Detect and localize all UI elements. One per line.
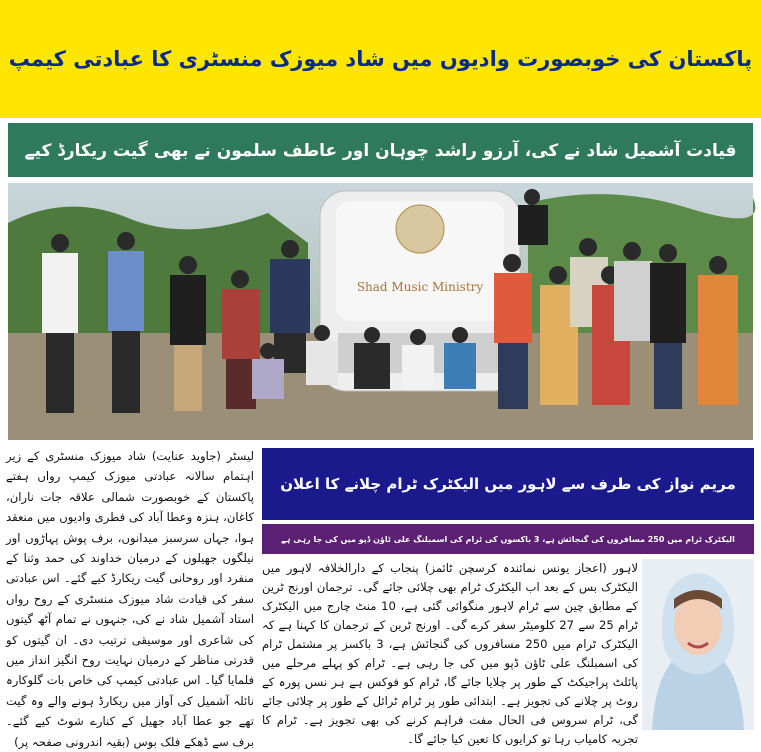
van-logo-text: Shad Music Ministry: [356, 280, 484, 294]
main-headline-banner: [0, 0, 761, 118]
subheadline-banner: [8, 123, 753, 177]
tram-strap: الیکٹرک ٹرام میں 250 مسافروں کی گنجائش ہے، 3 باکسوں کی ٹرام کی اسمبلنگ علی ٹاؤن ڈپو میں کی جا رہی ہے: [281, 534, 735, 544]
tram-headline: مریم نواز کی طرف سے لاہور میں الیکٹرک ٹرام چلانے کا اعلان: [280, 475, 736, 493]
left-article-text: لیسٹر (جاوید عنایت) شاد میوزک منسٹری کے زیر اہتمام سالانہ عبادتی میوزک کیمپ رواں ہفتے پاکستان کے خوبصورت شمالی علاقہ جات ناران، کاغان، ہنزہ وعطا آباد کی فطری وادیوں میں منعقد ہوا، جہاں سرسبز میدانوں، برف پوش پہاڑوں اور نیلگوں جھیلوں کے درمیان خداوند کی حمد وثنا کے منفرد اور روحانی گیت ریکارڈ کیے گئے۔ اس عبادتی سفر کی قیادت شاد میوزک منسٹری کے روح رواں استاد آشمیل شاد نے کی، جنہوں نے تمام آٹھ گیتوں کی شاعری اور موسیقی ترتیب دی۔ ان گیتوں کو قدرتی مناظر کے درمیان نہایت روح انگیز انداز میں فلمایا گیا۔ اس عبادتی کیمپ کی خاص بات گلوکارہ نائلہ آشمیل کی آواز میں ریکارڈ ہونے والے وہ گیت تھے جو عطا آباد جھیل کے کنارے شوٹ کیے گئے۔ برف سے ڈھکے فلک بوس (بقیہ اندرونی صفحہ پر): [6, 449, 254, 749]
portrait-photo: [642, 559, 754, 730]
group-photo-illustration: [8, 183, 753, 440]
tram-article-text: لاہور (اعجاز یونس نمائندہ کرسچن ٹائمز) پنجاب کے دارالخلافہ لاہور میں الیکٹرک بس کے بعد اب الیکٹرک ٹرام بھی چلائی جائے گی۔ ترجمان اورنج ٹرین کے مطابق چین سے ٹرام لاہور منگوائی گئی ہے، 10 منٹ چارج میں الیکٹرک ٹرام 25 سے 27 کلومیٹر سفر کرے گی۔ اورنج ٹرین کے ترجمان کا کہنا ہے کہ الیکٹرک ٹرام میں 250 مسافروں کی گنجائش ہے، 3 باکسز پر مشتمل ٹرام کی اسمبلنگ علی ٹاؤن ڈپو میں کی جا رہی ہے۔ ٹرام کو پہلے مرحلے میں پائلٹ پراجیکٹ کے طور پر چلایا جائے گا، ٹرام کو فوکس ہے ہر نسں پورہ کے روٹ پر چلانے کی تجویز ہے۔ ابتدائی طور پر ٹرام ٹرائل کے طور پر چلائی جائے گی، ٹرام سروس فی الحال مفت فراہم کرنے کی بھی تجویز ہے۔ ٹرام کا تجربہ کامیاب رہا تو کرایوں کا تعین کیا جائے گا۔: [262, 561, 638, 746]
group-photo: [8, 183, 753, 440]
tram-strap-banner: [262, 524, 754, 554]
portrait-illustration: [642, 559, 754, 730]
subheadline: قیادت آشمیل شاد نے کی، آرزو راشد چوہان اور عاطف سلمون نے بھی گیت ریکارڈ کیے: [24, 140, 737, 161]
main-headline: پاکستان کی خوبصورت وادیوں میں شاد میوزک منسٹری کا عبادتی کیمپ: [8, 47, 753, 71]
tram-headline-banner: [262, 448, 754, 520]
